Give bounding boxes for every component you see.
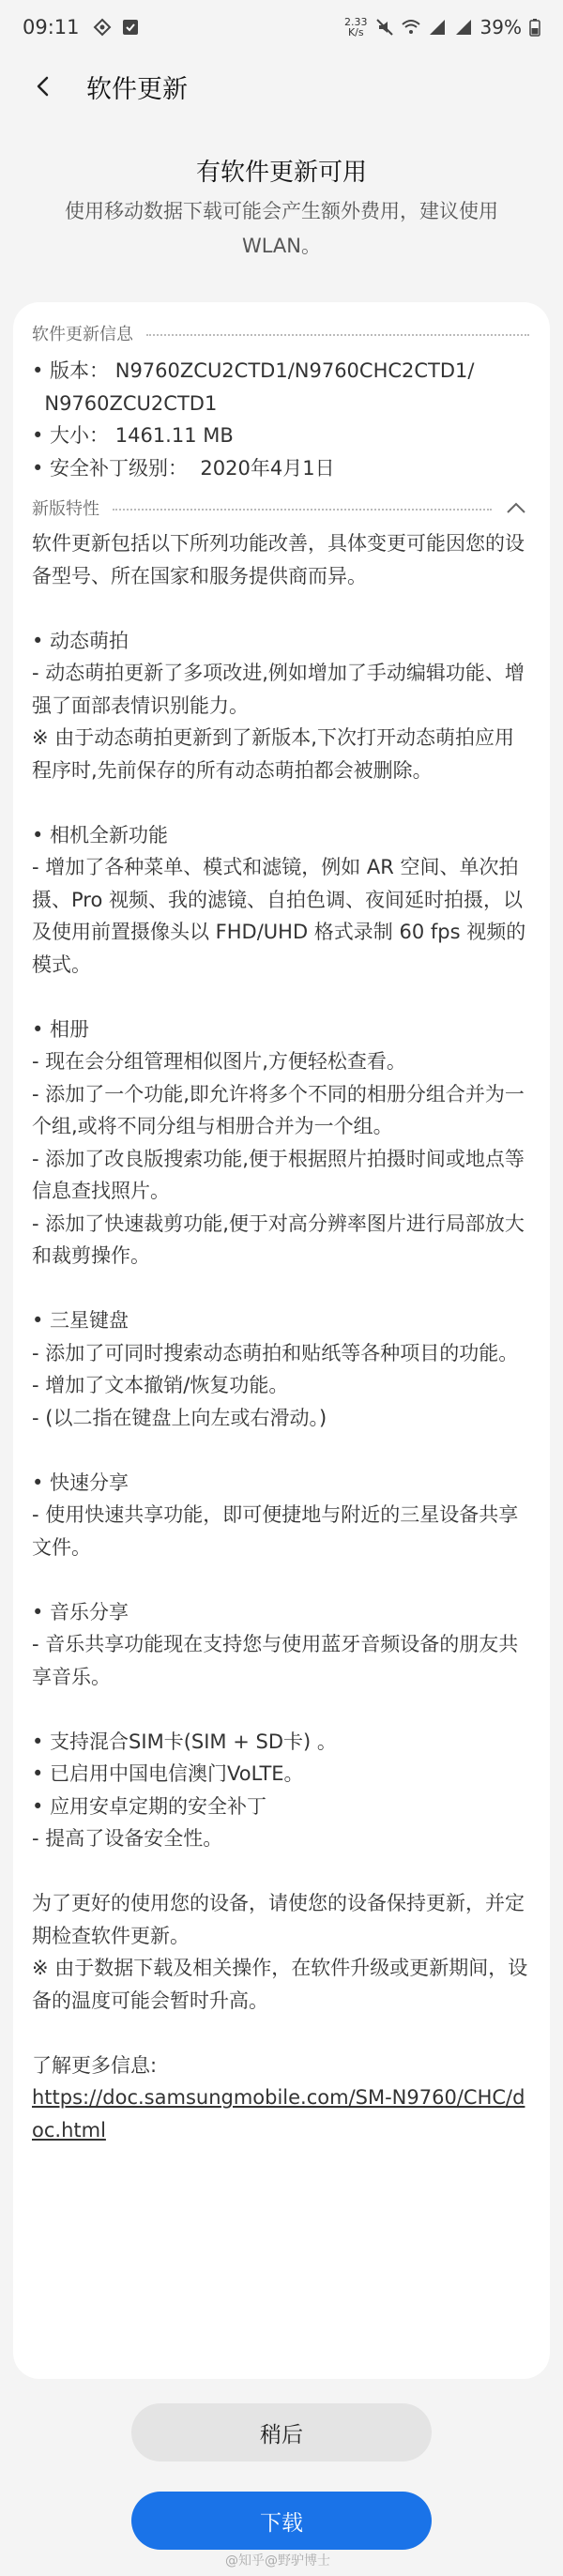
features-section-title: 新版特性 (32, 499, 99, 519)
system-icons (344, 16, 540, 38)
mute-icon (375, 18, 394, 37)
section-divider (146, 334, 529, 336)
back-arrow-icon (33, 76, 53, 97)
app-header (0, 54, 563, 118)
features-section-header (32, 494, 529, 522)
watermark: @知乎@野驴博士 (225, 2553, 330, 2568)
security-patch-info: • 安全补丁级别： 2020年4月1日 (32, 456, 335, 480)
more-info-link[interactable]: https://doc.samsungmobile.com/SM-N9760/CHC/doc.html (32, 2086, 525, 2142)
info-section-header (32, 319, 529, 347)
clock: 09:11 (23, 16, 80, 38)
mobile-data-warning: 使用移动数据下载可能会产生额外费用，建议使用 WLAN。 (65, 200, 498, 257)
download-complete-icon (121, 18, 140, 37)
collapse-toggle[interactable] (503, 498, 529, 517)
back-button[interactable] (23, 66, 64, 107)
network-speed: 2.33 K/s (344, 16, 368, 38)
info-section-title: 软件更新信息 (32, 325, 133, 344)
notification-icons (93, 18, 140, 37)
signal-icon-sim1 (428, 18, 447, 37)
wifi-icon (402, 18, 420, 37)
section-divider (113, 509, 492, 511)
page-title: 软件更新 (86, 74, 188, 104)
info-list (32, 355, 529, 484)
update-available-title: 有软件更新可用 (195, 159, 367, 187)
later-button[interactable]: 稍后 (131, 2403, 432, 2462)
chevron-up-icon (506, 501, 526, 514)
download-button[interactable]: 下载 (131, 2492, 432, 2550)
release-notes: 软件更新包括以下所列功能改善，具体变更可能因您的设备型号、所在国家和服务提供商而异。 • 动态萌拍 - 动态萌拍更新了多项改进,例如增加了手动编辑功能、增强了面部表情识别能力。 ※ 由于动态萌拍更新到了新版本,下次打开动态萌拍应用程序时,先前保存的所有动态萌拍都会被删除。 • 相机全新功能 - 增加了各种菜单、模式和滤镜，例如 AR 空间、单次拍摄、Pro 视频、我的滤镜、自拍色调、夜间延时拍摄，以及使用前置摄像头以 FHD/UHD 格式录制 60 fps 视频的模式。 • 相册 - 现在会分组管理相似图片,方便轻松查看。 - 添加了一个功能,即允许将多个不同的相册分组合并为一个组,或将不同分组与相册合并为一个组。 - 添加了改良版搜索功能,便于根据照片拍摄时间或地点等信息查找照片。 - 添加了快速裁剪功能,便于对高分辨率图片进行局部放大和裁剪操作。 • 三星键盘 - 添加了可同时搜索动态萌拍和贴纸等各种项目的功能。 - 增加了文本撤销/恢复功能。 - (以二指在键盘上向左或右滑动。) • 快速分享 - 使用快速共享功能，即可便捷地与附近的三星设备共享文件。 • 音乐分享 - 音乐共享功能现在支持您与使用蓝牙音频设备的朋友共享音乐。 • 支持混合SIM卡(SIM + SD卡) 。 • 已启用中国电信澳门VoLTE。 • 应用安卓定期的安全补丁 - 提高了设备安全性。 为了更好的使用您的设备，请使您的设备保持更新，并定期检查软件更新。 ※ 由于数据下载及相关操作，在软件升级或更新期间，设备的温度可能会暂时升高。 了解更多信息: (32, 532, 528, 2077)
version-info: • 版本： N9760ZCU2CTD1/N9760CHC2CTD1/ N9760ZCU2CTD1 (32, 359, 475, 415)
signal-icon-sim2 (454, 18, 473, 37)
battery-icon (529, 18, 540, 37)
battery-percent: 39% (479, 16, 522, 38)
update-details-card (13, 302, 550, 2379)
app-notification-icon (93, 18, 112, 37)
size-info: • 大小： 1461.11 MB (32, 424, 234, 447)
status-bar (0, 0, 563, 54)
